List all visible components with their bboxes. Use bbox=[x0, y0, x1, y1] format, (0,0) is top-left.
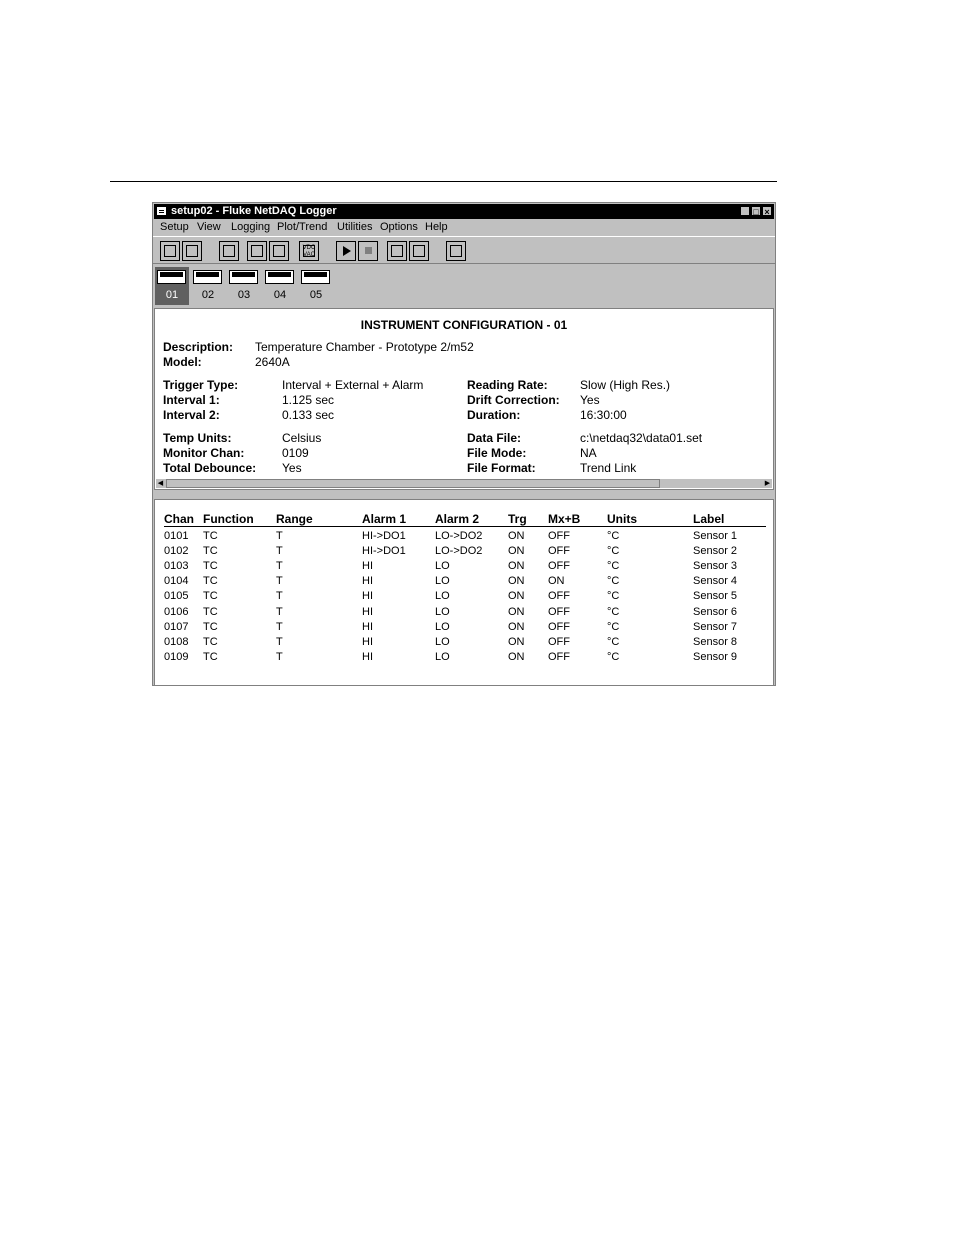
interval1-label: Interval 1: bbox=[163, 393, 220, 407]
table-row[interactable] bbox=[164, 621, 766, 636]
cell-mxb: OFF bbox=[548, 635, 570, 648]
interval2-label: Interval 2: bbox=[163, 408, 220, 422]
cell-range: T bbox=[276, 560, 283, 573]
chart-icon[interactable] bbox=[446, 241, 466, 261]
menu-logging[interactable]: Logging bbox=[231, 221, 271, 233]
add-instrument-icon[interactable] bbox=[247, 241, 267, 261]
title-bar[interactable] bbox=[154, 204, 774, 219]
menu-view[interactable]: View bbox=[197, 221, 221, 233]
cell-alarm2: LO bbox=[435, 635, 450, 648]
header-alarm2: Alarm 2 bbox=[435, 512, 480, 526]
instrument-tab-02[interactable] bbox=[191, 267, 225, 305]
table-row[interactable] bbox=[164, 590, 766, 605]
cell-chan: 0105 bbox=[164, 590, 189, 603]
cell-units: °C bbox=[607, 605, 620, 618]
cell-trg: ON bbox=[508, 650, 525, 663]
toolbar bbox=[153, 236, 775, 264]
reading-rate-label: Reading Rate: bbox=[467, 378, 548, 392]
table-row[interactable] bbox=[164, 606, 766, 621]
cell-chan: 0102 bbox=[164, 545, 189, 558]
cell-trg: ON bbox=[508, 620, 525, 633]
model-value: 2640A bbox=[255, 355, 290, 369]
cell-alarm2: LO bbox=[435, 590, 450, 603]
header-trg: Trg bbox=[508, 512, 527, 526]
cell-function: TC bbox=[203, 530, 218, 542]
cell-label: Sensor 6 bbox=[693, 605, 738, 618]
cell-label: Sensor 2 bbox=[693, 545, 738, 558]
start-icon[interactable] bbox=[336, 241, 356, 261]
remove-instrument-icon[interactable] bbox=[269, 241, 289, 261]
table-row[interactable] bbox=[164, 560, 766, 575]
instrument-tabs bbox=[153, 265, 775, 307]
horizontal-scrollbar[interactable] bbox=[156, 479, 772, 488]
instrument-tab-01[interactable] bbox=[155, 267, 189, 305]
maximize-button[interactable]: □ bbox=[751, 206, 761, 216]
cell-mxb: OFF bbox=[548, 560, 570, 573]
table-row[interactable] bbox=[164, 636, 766, 651]
cell-alarm2: LO->DO2 bbox=[435, 545, 483, 558]
table-row[interactable] bbox=[164, 651, 766, 666]
instrument-tab-04[interactable] bbox=[263, 267, 297, 305]
cell-chan: 0107 bbox=[164, 620, 189, 633]
cell-alarm2: LO bbox=[435, 605, 450, 618]
cell-chan: 0106 bbox=[164, 605, 189, 618]
cell-units: °C bbox=[607, 530, 620, 542]
file-format-label: File Format: bbox=[467, 461, 536, 475]
network-icon[interactable] bbox=[219, 241, 239, 261]
cell-function: TC bbox=[203, 560, 218, 573]
cell-trg: ON bbox=[508, 605, 525, 618]
cell-units: °C bbox=[607, 620, 620, 633]
cell-units: °C bbox=[607, 575, 620, 588]
cell-alarm1: HI->DO1 bbox=[362, 545, 406, 558]
total-debounce-value: Yes bbox=[282, 461, 302, 475]
menu-help[interactable]: Help bbox=[425, 221, 448, 233]
cell-range: T bbox=[276, 530, 283, 542]
open-icon[interactable] bbox=[160, 241, 180, 261]
table-row[interactable] bbox=[164, 545, 766, 560]
data-file-value: c:\netdaq32\data01.set bbox=[580, 431, 703, 445]
cell-alarm1: HI bbox=[362, 635, 373, 648]
cell-alarm1: HI bbox=[362, 650, 373, 663]
cell-units: °C bbox=[607, 650, 620, 663]
file-mode-label: File Mode: bbox=[467, 446, 527, 460]
cell-trg: ON bbox=[508, 635, 525, 648]
vdc-vac-icon[interactable]: VDC VAC bbox=[299, 241, 319, 261]
cell-alarm2: LO->DO2 bbox=[435, 530, 483, 542]
cell-label: Sensor 9 bbox=[693, 650, 738, 663]
cell-alarm1: HI->DO1 bbox=[362, 530, 406, 542]
drift-correction-label: Drift Correction: bbox=[467, 393, 560, 407]
cell-chan: 0108 bbox=[164, 635, 189, 648]
trigger-type-label: Trigger Type: bbox=[163, 378, 239, 392]
instrument-icon bbox=[229, 270, 258, 284]
cell-label: Sensor 7 bbox=[693, 620, 738, 633]
instrument-tab-label: 03 bbox=[237, 289, 251, 301]
cell-units: °C bbox=[607, 590, 620, 603]
cell-mxb: ON bbox=[548, 575, 565, 588]
cell-range: T bbox=[276, 545, 283, 558]
instrument-icon bbox=[193, 270, 222, 284]
file-format-value: Trend Link bbox=[580, 461, 637, 475]
table-header bbox=[164, 512, 766, 527]
cell-alarm2: LO bbox=[435, 650, 450, 663]
configuration-panel bbox=[154, 308, 774, 490]
cell-alarm1: HI bbox=[362, 575, 373, 588]
channel-table bbox=[154, 499, 774, 686]
cell-function: TC bbox=[203, 590, 218, 603]
cell-function: TC bbox=[203, 605, 218, 618]
cell-mxb: OFF bbox=[548, 620, 570, 633]
cell-alarm2: LO bbox=[435, 575, 450, 588]
menu-options[interactable]: Options bbox=[380, 221, 418, 233]
description-label: Description: bbox=[163, 340, 234, 354]
duration-label: Duration: bbox=[467, 408, 521, 422]
cell-label: Sensor 1 bbox=[693, 530, 738, 542]
header-alarm1: Alarm 1 bbox=[362, 512, 407, 526]
cell-range: T bbox=[276, 590, 283, 603]
cell-chan: 0101 bbox=[164, 530, 189, 542]
cell-chan: 0104 bbox=[164, 575, 189, 588]
total-debounce-label: Total Debounce: bbox=[163, 461, 257, 475]
close-button[interactable]: × bbox=[762, 206, 772, 216]
cell-function: TC bbox=[203, 545, 218, 558]
cell-units: °C bbox=[607, 545, 620, 558]
scroll-left-icon[interactable]: ◀ bbox=[157, 480, 164, 487]
cell-mxb: OFF bbox=[548, 590, 570, 603]
scale-icon[interactable] bbox=[387, 241, 407, 261]
cell-label: Sensor 3 bbox=[693, 560, 738, 573]
model-label: Model: bbox=[163, 355, 202, 369]
cell-mxb: OFF bbox=[548, 530, 570, 542]
cell-function: TC bbox=[203, 620, 218, 633]
cell-trg: ON bbox=[508, 530, 525, 542]
header-chan: Chan bbox=[164, 512, 194, 526]
header-range: Range bbox=[276, 512, 313, 526]
header-function: Function bbox=[203, 512, 254, 526]
header-units: Units bbox=[607, 512, 637, 526]
menu-bar bbox=[153, 219, 775, 235]
scale-dim-icon[interactable] bbox=[409, 241, 429, 261]
instrument-icon bbox=[265, 270, 294, 284]
scroll-right-icon[interactable]: ▶ bbox=[764, 480, 771, 487]
cell-label: Sensor 5 bbox=[693, 590, 738, 603]
cell-mxb: OFF bbox=[548, 605, 570, 618]
interval2-value: 0.133 sec bbox=[282, 408, 335, 422]
cell-trg: ON bbox=[508, 560, 525, 573]
trigger-type-value: Interval + External + Alarm bbox=[282, 378, 424, 392]
save-icon[interactable] bbox=[182, 241, 202, 261]
cell-chan: 0103 bbox=[164, 560, 189, 573]
cell-alarm2: LO bbox=[435, 620, 450, 633]
instrument-tab-label: 02 bbox=[201, 289, 215, 301]
cell-range: T bbox=[276, 575, 283, 588]
cell-alarm1: HI bbox=[362, 605, 373, 618]
cell-alarm1: HI bbox=[362, 560, 373, 573]
drift-correction-value: Yes bbox=[580, 393, 600, 407]
window-title: setup02 - Fluke NetDAQ Logger bbox=[171, 205, 337, 217]
cell-trg: ON bbox=[508, 545, 525, 558]
cell-chan: 0109 bbox=[164, 650, 189, 663]
config-title: INSTRUMENT CONFIGURATION - 01 bbox=[360, 318, 568, 332]
menu-setup[interactable]: Setup bbox=[160, 221, 189, 233]
minimize-button[interactable]: _ bbox=[740, 206, 750, 216]
cell-alarm1: HI bbox=[362, 590, 373, 603]
table-row[interactable] bbox=[164, 575, 766, 590]
cell-label: Sensor 4 bbox=[693, 575, 738, 588]
page-rule bbox=[110, 181, 777, 182]
temp-units-label: Temp Units: bbox=[163, 431, 232, 445]
cell-units: °C bbox=[607, 560, 620, 573]
cell-function: TC bbox=[203, 635, 218, 648]
header-mxb: Mx+B bbox=[548, 512, 581, 526]
cell-trg: ON bbox=[508, 590, 525, 603]
cell-alarm1: HI bbox=[362, 620, 373, 633]
temp-units-value: Celsius bbox=[282, 431, 322, 445]
reading-rate-value: Slow (High Res.) bbox=[580, 378, 671, 392]
menu-utilities[interactable]: Utilities bbox=[337, 221, 373, 233]
stop-icon[interactable] bbox=[358, 241, 378, 261]
instrument-tab-03[interactable] bbox=[227, 267, 261, 305]
cell-range: T bbox=[276, 605, 283, 618]
menu-plot-trend[interactable]: Plot/Trend bbox=[277, 221, 328, 233]
instrument-icon bbox=[157, 270, 186, 284]
cell-units: °C bbox=[607, 635, 620, 648]
description-value: Temperature Chamber - Prototype 2/m52 bbox=[255, 340, 474, 354]
cell-range: T bbox=[276, 620, 283, 633]
cell-function: TC bbox=[203, 575, 218, 588]
cell-trg: ON bbox=[508, 575, 525, 588]
duration-value: 16:30:00 bbox=[580, 408, 627, 422]
instrument-tab-05[interactable] bbox=[299, 267, 333, 305]
app-window bbox=[152, 202, 776, 686]
monitor-chan-value: 0109 bbox=[282, 446, 309, 460]
instrument-tab-label: 05 bbox=[309, 289, 323, 301]
instrument-tab-label: 01 bbox=[165, 289, 179, 301]
cell-range: T bbox=[276, 650, 283, 663]
interval1-value: 1.125 sec bbox=[282, 393, 335, 407]
file-mode-value: NA bbox=[580, 446, 597, 460]
scroll-thumb[interactable] bbox=[166, 479, 660, 488]
data-file-label: Data File: bbox=[467, 431, 522, 445]
cell-range: T bbox=[276, 635, 283, 648]
instrument-icon bbox=[301, 270, 330, 284]
table-row[interactable] bbox=[164, 530, 766, 545]
cell-mxb: OFF bbox=[548, 650, 570, 663]
monitor-chan-label: Monitor Chan: bbox=[163, 446, 245, 460]
cell-mxb: OFF bbox=[548, 545, 570, 558]
cell-function: TC bbox=[203, 650, 218, 663]
cell-label: Sensor 8 bbox=[693, 635, 738, 648]
cell-alarm2: LO bbox=[435, 560, 450, 573]
header-label: Label bbox=[693, 512, 725, 526]
instrument-tab-label: 04 bbox=[273, 289, 287, 301]
app-icon[interactable] bbox=[157, 207, 166, 215]
